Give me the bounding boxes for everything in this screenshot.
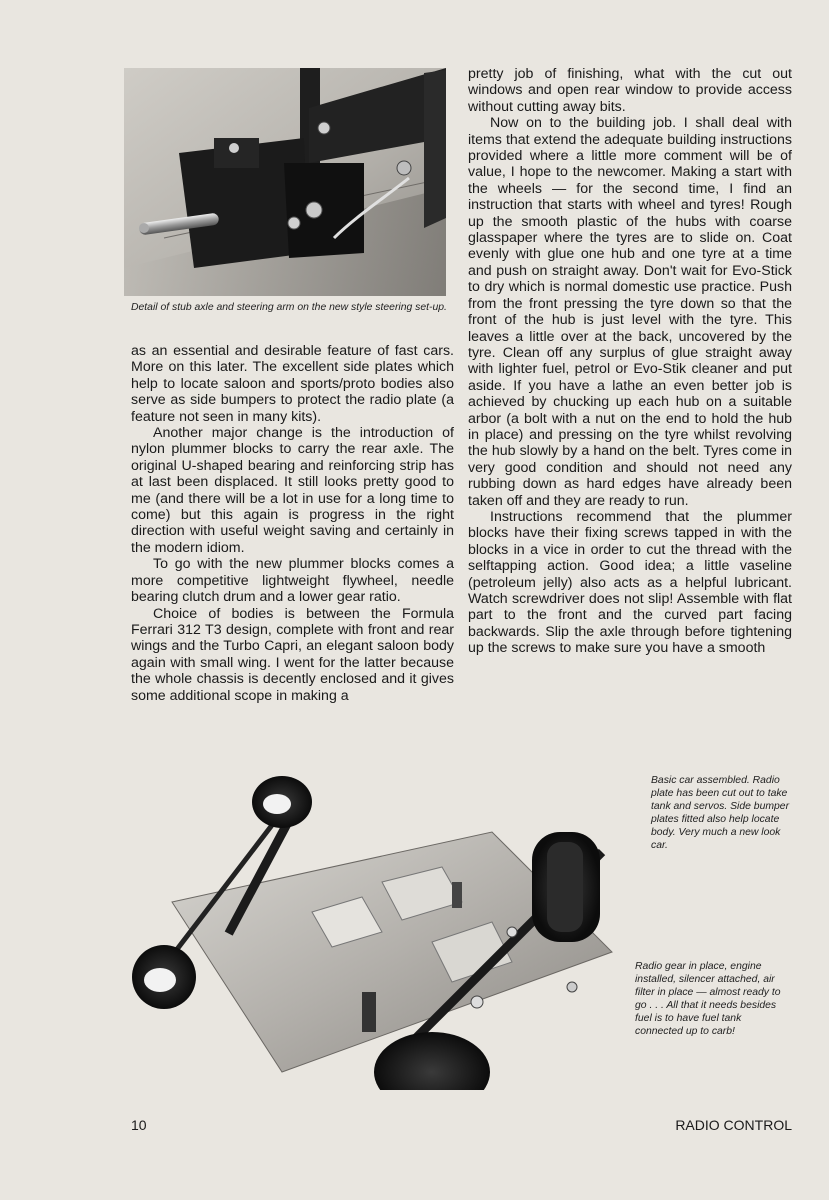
steering-photo-caption: Detail of stub axle and steering arm on the new style steering set-up. — [131, 302, 447, 313]
paragraph: To go with the new plummer blocks comes a more competitive lightweight flywheel, needle bearing clutch drum and a lower gear ratio. — [131, 556, 454, 606]
paragraph: as an essential and desirable feature of fast cars. More on this later. The excellent side plates which help to locate saloon and sports/proto bodies also serve as side bumpers to protect the radio plate (a feature not seen in many kits). — [131, 343, 454, 425]
basic-car-caption: Basic car assembled. Radio plate has been cut out to take tank and servos. Side bumper plates fitted also help locate body. Very much a new look car. — [651, 775, 790, 851]
paragraph: pretty job of finishing, what with the cut out windows and open rear window to provide access without cutting away bits. — [468, 66, 792, 115]
paragraph: Instructions recommend that the plummer blocks have their fixing screws tapped in with the blocks in a vice in order to cut the thread with the selftapping action. Good idea; a little vaseline (petroleum jelly) also acts as a helpful lubricant. Watch screwdriver does not slip! Assemble with flat part to the front and the curved part facing backwards. Slip the axle through before tightening up the screws to make sure you have a smooth — [468, 508, 792, 657]
left-text-column — [131, 343, 454, 704]
steering-detail-photo — [124, 68, 446, 296]
right-text-column — [468, 66, 792, 657]
paragraph: Choice of bodies is between the Formula Ferrari 312 T3 design, complete with front and rear wings and the Turbo Capri, an elegant saloon body again with small wing. I went for the latter because the whole chassis is decently enclosed and it gives some additional scope in making a — [131, 605, 454, 704]
paragraph: Another major change is the introduction of nylon plummer blocks to carry the rear axle. The original U-shaped bearing and reinforcing strip has at last been displaced. It still looks pretty good to me (and there will be a lot in use for a long time to come) but this again is progress in the right direction with useful weight saving and certainly in the modern idiom. — [131, 425, 454, 556]
page-number: 10 — [131, 1117, 147, 1133]
radio-gear-caption: Radio gear in place, engine installed, silencer attached, air filter in place — almost ready to go . . . All that it needs besides fuel is to have fuel tank connected up to carb! — [635, 961, 781, 1037]
chassis-assembled-photo — [132, 772, 640, 1090]
magazine-footer-title: RADIO CONTROL — [675, 1117, 792, 1133]
paragraph: Now on to the building job. I shall deal with items that extend the adequate building instructions provided where a little more comment will be of value, I hope to the newcomer. Making a start with the wheels — for the second time, I find an instruction that starts with wheel and tyres! Rough up the smooth plastic of the hubs with coarse glasspaper where the tyres are to slide on. Coat evenly with glue one hub and one tyre at a time and push on straight away. Don't wait for Evo-Stick to dry which is normal domestic use practice. Push from the front pressing the tyre down so that the front of the hub is just level with the tyre. This leaves a little over at the back, uncovered by the tyre. Clean off any surplus of glue straight away with lighter fuel, petrol or Evo-Stik cleaner and put aside. If you have a lathe an even better job is achieved by chucking up each hub on a suitable arbor (a bolt with a nut on the end to hold the hub in place) and pressing on the tyre whilst revolving the hub slowly by a hand on the belt. Tyres come in very good condition and should not need any rubbing down as hard edges have already been taken off and they are ready to run. — [468, 115, 792, 509]
